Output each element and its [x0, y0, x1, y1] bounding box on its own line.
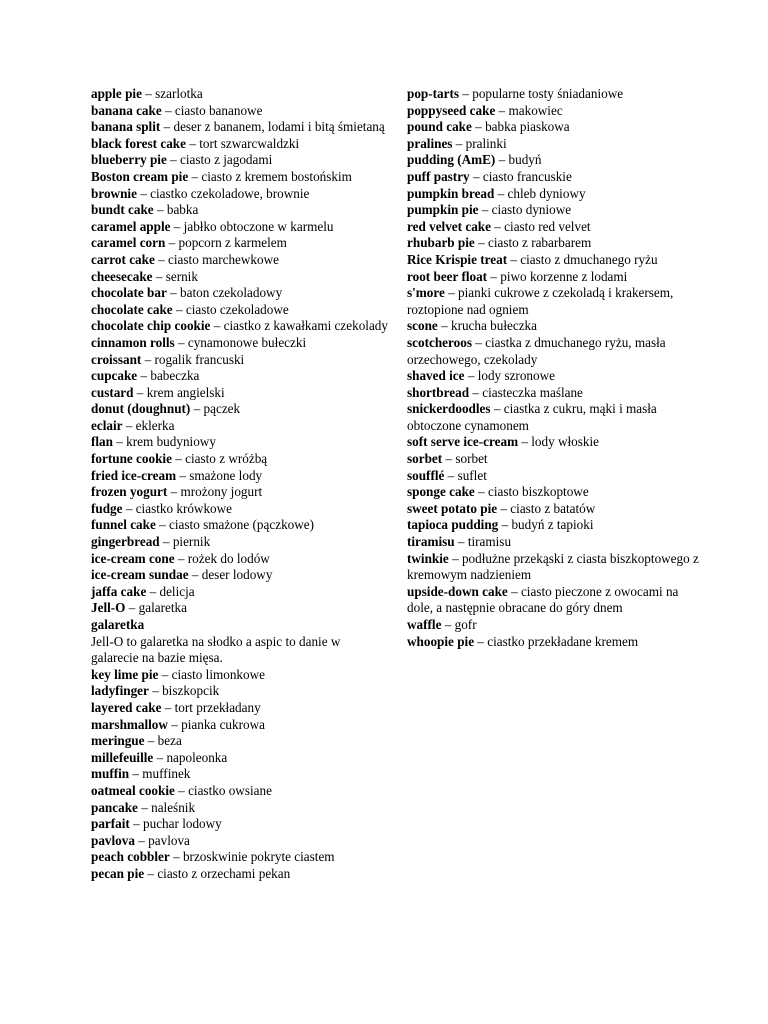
entry-term: banana cake — [91, 102, 162, 118]
entry-definition: – popularne tosty śniadaniowe — [459, 86, 624, 101]
entry-term: caramel apple — [91, 218, 171, 234]
entry-definition: – podłużne przekąski z ciasta biszkoptowego z kremowym nadzieniem — [407, 550, 699, 583]
entry-definition: – pączek — [190, 401, 241, 417]
entry-definition: – sorbet — [442, 451, 488, 467]
glossary-entry — [91, 750, 391, 767]
entry-definition: – baton czekoladowy — [166, 285, 283, 301]
entry-definition: – muffinek — [129, 766, 191, 782]
entry-definition: – ciasto z orzechami pekan — [144, 865, 291, 881]
entry-definition: – makowiec — [495, 102, 563, 118]
glossary-entry — [91, 235, 391, 252]
entry-term: key lime pie — [91, 666, 159, 682]
glossary-entry — [91, 567, 391, 584]
entry-term: sorbet — [407, 451, 443, 467]
entry-term: brownie — [91, 185, 137, 201]
entry-definition: – beza — [144, 733, 182, 749]
glossary-entry — [91, 401, 391, 418]
entry-definition: – pralinki — [452, 135, 507, 151]
entry-definition: – deser lodowy — [188, 567, 273, 583]
entry-term: ice-cream cone — [91, 550, 175, 566]
entry-definition: – cynamonowe bułeczki — [174, 334, 307, 350]
entry-term: Jell-O — [91, 600, 126, 616]
entry-definition: – smażone lody — [176, 467, 263, 483]
entry-definition: – ciasto z rabarbarem — [474, 235, 592, 251]
glossary-entry — [91, 766, 391, 783]
glossary-entry — [91, 584, 391, 601]
entry-definition: – ciasto smażone (pączkowe) — [155, 517, 315, 533]
entry-term: tiramisu — [407, 534, 455, 550]
entry-definition: – ciastko czekoladowe, brownie — [136, 185, 310, 201]
entry-definition: – budyń — [495, 152, 542, 168]
entry-term: ladyfinger — [91, 683, 149, 699]
entry-definition: – tort przekładany — [161, 699, 261, 715]
entry-definition: – ciasto z wróżbą — [171, 451, 268, 467]
entry-definition: – ciasto pieczone z owocami na dole, a następnie obracane do góry dnem — [407, 583, 679, 616]
entry-term: oatmeal cookie — [91, 782, 175, 798]
entry-term: galaretka — [91, 617, 145, 632]
entry-definition: – ciasto red velvet — [490, 218, 591, 234]
entry-definition: – ciastko krówkowe — [122, 500, 233, 516]
entry-term: cinnamon rolls — [91, 334, 175, 350]
entry-definition: Jell-O to galaretka na słodko a aspic to danie w galarecie na bazie mięsa. — [91, 633, 341, 666]
glossary-entry — [407, 368, 707, 385]
entry-definition: – suflet — [444, 467, 487, 483]
entry-term: pumpkin pie — [407, 202, 479, 218]
entry-term: s'more — [407, 285, 445, 301]
glossary-entry — [91, 667, 391, 684]
entry-term: gingerbread — [91, 534, 160, 550]
entry-term: snickerdoodles — [407, 401, 491, 417]
entry-term: pumpkin bread — [407, 185, 495, 201]
entry-definition: – delicja — [146, 583, 195, 599]
glossary-entry — [91, 634, 391, 667]
entry-term: scone — [407, 318, 438, 334]
glossary-entry — [407, 451, 707, 468]
entry-term: chocolate chip cookie — [91, 318, 211, 334]
entry-term: pound cake — [407, 119, 472, 135]
glossary-entry — [91, 501, 391, 518]
entry-term: puff pastry — [407, 168, 470, 184]
entry-definition: – jabłko obtoczone w karmelu — [170, 218, 334, 234]
glossary-entry — [91, 517, 391, 534]
entry-definition: – pianka cukrowa — [167, 716, 265, 732]
entry-term: tapioca pudding — [407, 517, 499, 533]
entry-definition: – gofr — [441, 617, 477, 632]
entry-term: shortbread — [407, 384, 470, 400]
glossary-entry — [407, 584, 707, 617]
entry-term: soufflé — [407, 467, 445, 483]
entry-definition: – ciasto francuskie — [469, 168, 572, 184]
glossary-entry — [91, 783, 391, 800]
glossary-entry — [91, 86, 391, 103]
glossary-entry — [91, 800, 391, 817]
entry-term: chocolate cake — [91, 301, 173, 317]
entry-term: twinkie — [407, 550, 449, 566]
entry-term: sweet potato pie — [407, 500, 498, 516]
entry-term: upside-down cake — [407, 583, 508, 599]
entry-definition: – lody włoskie — [518, 434, 600, 450]
glossary-entry — [91, 169, 391, 186]
entry-definition: – lody szronowe — [464, 368, 555, 384]
entry-definition: – naleśnik — [137, 799, 196, 815]
glossary-entry — [407, 617, 707, 634]
entry-term: rhubarb pie — [407, 235, 475, 251]
glossary-entry — [91, 202, 391, 219]
entry-term: poppyseed cake — [407, 102, 496, 118]
entry-term: pralines — [407, 135, 453, 151]
glossary-entry — [407, 385, 707, 402]
entry-definition: – chleb dyniowy — [494, 185, 586, 201]
entry-definition: – rożek do lodów — [174, 550, 270, 566]
entry-term: pavlova — [91, 832, 135, 848]
entry-term: fudge — [91, 500, 123, 516]
glossary-entry — [91, 269, 391, 286]
glossary-entry — [407, 235, 707, 252]
entry-definition: – pavlova — [134, 832, 190, 848]
entry-definition: – ciastko przekładane kremem — [474, 633, 639, 649]
glossary-entry — [91, 600, 391, 617]
glossary-entry — [91, 418, 391, 435]
glossary-entry — [91, 816, 391, 833]
entry-term: pop-tarts — [407, 86, 460, 101]
entry-definition: – szarlotka — [141, 86, 203, 101]
glossary-entry — [407, 152, 707, 169]
entry-term: soft serve ice-cream — [407, 434, 519, 450]
entry-term: shaved ice — [407, 368, 465, 384]
glossary-entry — [91, 103, 391, 120]
entry-term: caramel corn — [91, 235, 166, 251]
entry-definition: – tiramisu — [454, 534, 512, 550]
glossary-entry — [407, 434, 707, 451]
glossary-entry — [91, 368, 391, 385]
glossary-entry — [407, 468, 707, 485]
glossary-entry — [91, 468, 391, 485]
entry-definition: – krem angielski — [133, 384, 225, 400]
entry-term: apple pie — [91, 86, 142, 101]
entry-term: black forest cake — [91, 135, 186, 151]
entry-definition: – pianki cukrowe z czekoladą i krakersem, roztopione nad ogniem — [407, 285, 674, 317]
entry-definition: – eklerka — [122, 417, 175, 433]
glossary-entry — [91, 534, 391, 551]
glossary-entry — [407, 335, 707, 368]
entry-term: waffle — [407, 617, 442, 632]
entry-term: jaffa cake — [91, 583, 147, 599]
entry-term: carrot cake — [91, 251, 155, 267]
entry-term: whoopie pie — [407, 633, 475, 649]
glossary-entry — [91, 683, 391, 700]
glossary-entry — [407, 103, 707, 120]
glossary-entry — [91, 285, 391, 302]
glossary-entry — [91, 335, 391, 352]
entry-term: croissant — [91, 351, 142, 367]
glossary-entry — [407, 252, 707, 269]
entry-term: donut (doughnut) — [91, 401, 191, 417]
entry-definition: – galaretka — [125, 600, 187, 616]
glossary-entry — [407, 634, 707, 651]
entry-term: banana split — [91, 119, 161, 135]
entry-term: muffin — [91, 766, 130, 782]
entry-term: Boston cream pie — [91, 168, 189, 184]
entry-definition: – ciastko owsiane — [174, 782, 272, 798]
entry-definition: – sernik — [152, 268, 198, 284]
entry-definition: – babka — [153, 202, 199, 218]
entry-term: funnel cake — [91, 517, 156, 533]
glossary-entry — [407, 551, 707, 584]
entry-term: sponge cake — [407, 484, 475, 500]
entry-term: pancake — [91, 799, 138, 815]
glossary-entry — [407, 186, 707, 203]
entry-term: ice-cream sundae — [91, 567, 189, 583]
entry-definition: – ciasto biszkoptowe — [474, 484, 589, 500]
entry-definition: – ciasto dyniowe — [478, 202, 572, 218]
entry-definition: – budyń z tapioki — [498, 517, 594, 533]
entry-term: cupcake — [91, 368, 138, 384]
entry-definition: – ciasto z jagodami — [166, 152, 273, 168]
glossary-entry — [407, 169, 707, 186]
entry-term: red velvet cake — [407, 218, 491, 234]
glossary-entry — [407, 517, 707, 534]
entry-term: fried ice-cream — [91, 467, 177, 483]
entry-term: flan — [91, 434, 113, 450]
entry-definition: – ciastka z dmuchanego ryżu, masła orzechowego, czekolady — [407, 334, 666, 367]
glossary-entry — [91, 849, 391, 866]
glossary-entry — [407, 219, 707, 236]
right-column — [407, 86, 707, 650]
glossary-entry — [91, 733, 391, 750]
entry-term: pecan pie — [91, 865, 145, 881]
entry-term: marshmallow — [91, 716, 168, 732]
entry-definition: – ciasto czekoladowe — [172, 301, 289, 317]
glossary-entry — [91, 385, 391, 402]
entry-definition: – ciasto marchewkowe — [154, 251, 279, 267]
entry-definition: – krem budyniowy — [112, 434, 216, 450]
glossary-entry — [407, 534, 707, 551]
glossary-entry — [91, 617, 391, 634]
entry-definition: – ciastka z cukru, mąki i masła obtoczone cynamonem — [407, 401, 657, 433]
entry-definition: – rogalik francuski — [141, 351, 245, 367]
glossary-entry — [407, 202, 707, 219]
glossary-entry — [407, 401, 707, 434]
entry-term: frozen yogurt — [91, 484, 168, 500]
entry-definition: – biszkopcik — [148, 683, 220, 699]
glossary-entry — [407, 86, 707, 103]
glossary-entry — [91, 434, 391, 451]
entry-term: blueberry pie — [91, 152, 167, 168]
entry-definition: – ciasto limonkowe — [158, 666, 265, 682]
glossary-entry — [407, 285, 707, 318]
entry-term: bundt cake — [91, 202, 154, 218]
entry-definition: – deser z bananem, lodami i bitą śmietaną — [160, 119, 385, 135]
entry-term: fortune cookie — [91, 451, 172, 467]
entry-definition: – ciastko z kawałkami czekolady — [210, 318, 388, 334]
entry-term: meringue — [91, 733, 145, 749]
entry-definition: – napoleonka — [153, 749, 228, 765]
entry-definition: – ciasto z dmuchanego ryżu — [507, 251, 658, 267]
entry-definition: – babka piaskowa — [471, 119, 570, 135]
entry-definition: – babeczka — [137, 368, 200, 384]
entry-term: chocolate bar — [91, 285, 167, 301]
entry-term: layered cake — [91, 699, 162, 715]
glossary-entry — [91, 484, 391, 501]
entry-term: custard — [91, 384, 134, 400]
glossary-entry — [91, 186, 391, 203]
entry-definition: – krucha bułeczka — [437, 318, 538, 334]
glossary-entry — [91, 451, 391, 468]
entry-definition: – tort szwarcwaldzki — [186, 135, 300, 151]
entry-term: parfait — [91, 816, 130, 832]
entry-definition: – brzoskwinie pokryte ciastem — [169, 849, 335, 865]
entry-definition: – mrożony jogurt — [167, 484, 263, 500]
glossary-entry — [407, 119, 707, 136]
entry-definition: – ciasteczka maślane — [469, 384, 583, 400]
entry-term: peach cobbler — [91, 849, 170, 865]
entry-definition: – ciasto bananowe — [161, 102, 263, 118]
glossary-entry — [91, 119, 391, 136]
glossary-entry — [91, 700, 391, 717]
entry-term: millefeuille — [91, 749, 154, 765]
entry-term: scotcheroos — [407, 334, 472, 350]
entry-definition: – popcorn z karmelem — [165, 235, 287, 251]
entry-definition: – ciasto z kremem bostońskim — [188, 168, 352, 184]
glossary-entry — [407, 501, 707, 518]
glossary-entry — [91, 551, 391, 568]
glossary-entry — [91, 219, 391, 236]
glossary-entry — [407, 136, 707, 153]
glossary-entry — [407, 484, 707, 501]
entry-term: root beer float — [407, 268, 488, 284]
left-column — [91, 86, 391, 883]
glossary-entry — [91, 136, 391, 153]
glossary-entry — [91, 352, 391, 369]
glossary-entry — [407, 318, 707, 335]
glossary-entry — [91, 152, 391, 169]
glossary-entry — [91, 833, 391, 850]
entry-definition: – ciasto z batatów — [497, 500, 596, 516]
glossary-entry — [91, 866, 391, 883]
entry-term: pudding (AmE) — [407, 152, 496, 168]
glossary-entry — [91, 302, 391, 319]
glossary-entry — [91, 717, 391, 734]
entry-term: cheesecake — [91, 268, 153, 284]
glossary-entry — [91, 318, 391, 335]
entry-definition: – puchar lodowy — [129, 816, 222, 832]
glossary-entry — [91, 252, 391, 269]
entry-term: eclair — [91, 417, 123, 433]
entry-definition: – piernik — [159, 534, 211, 550]
entry-term: Rice Krispie treat — [407, 251, 508, 267]
glossary-entry — [407, 269, 707, 286]
entry-definition: – piwo korzenne z lodami — [487, 268, 628, 284]
